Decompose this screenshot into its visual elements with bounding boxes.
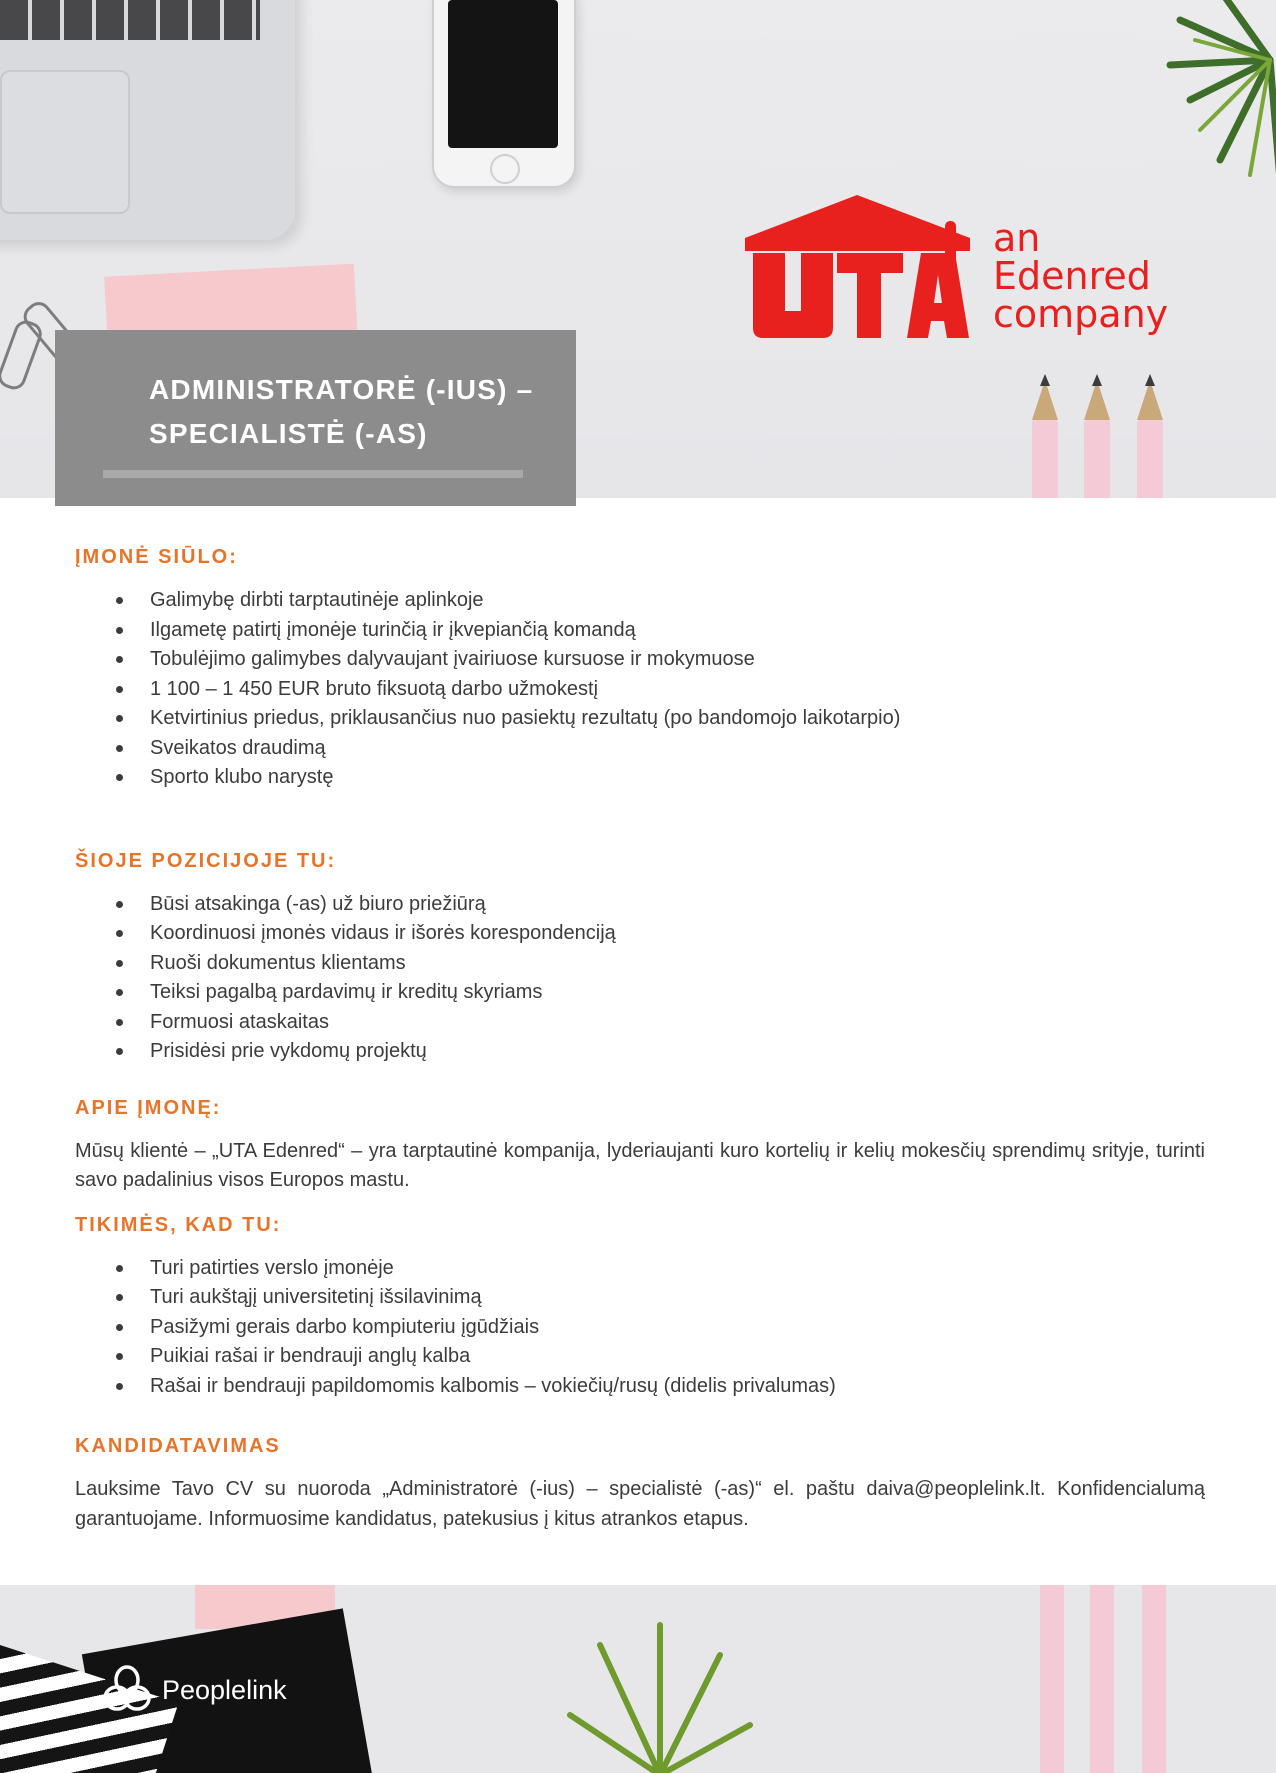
job-title-line: SPECIALISTĖ (-AS)	[149, 418, 428, 449]
peoplelink-logo	[102, 1664, 287, 1716]
list-item: Pasižymi gerais darbo kompiuteriu įgūdžiais	[75, 1313, 1205, 1343]
pencil-image	[1142, 1585, 1166, 1773]
phone-home-button	[490, 154, 520, 184]
logo-tagline-line: an	[993, 216, 1041, 260]
peoplelink-logo-icon	[102, 1664, 152, 1716]
pencil-image	[1032, 420, 1058, 498]
company-logo	[745, 193, 1205, 345]
logo-tagline-line: company	[993, 292, 1169, 336]
job-description	[75, 540, 1205, 1534]
list-item: 1 100 – 1 450 EUR bruto fiksuotą darbo užmokestį	[75, 675, 1205, 705]
uta-logo-icon	[745, 193, 970, 343]
section-heading-about: APIE ĮMONĘ:	[75, 1096, 222, 1119]
laptop-trackpad	[0, 70, 130, 214]
list-item: Būsi atsakinga (-as) už biuro priežiūrą	[75, 890, 1205, 920]
pencil-image	[1090, 1585, 1114, 1773]
list-item: Formuosi ataskaitas	[75, 1008, 1205, 1038]
offer-list	[75, 586, 1205, 793]
laptop-image	[0, 0, 295, 240]
title-underline	[103, 470, 523, 478]
pencil-image	[1137, 420, 1163, 498]
list-item: Teiksi pagalbą pardavimų ir kreditų skyriams	[75, 978, 1205, 1008]
list-item: Turi aukštąjį universitetinį išsilavinimą	[75, 1283, 1205, 1313]
logo-tagline-line: Edenred	[993, 254, 1151, 298]
phone-image	[432, 0, 576, 188]
peoplelink-brand-name: Peoplelink	[162, 1675, 287, 1705]
list-item: Ruoši dokumentus klientams	[75, 949, 1205, 979]
list-item: Rašai ir bendrauji papildomomis kalbomis – vokiečių/rusų (didelis privalumas)	[75, 1372, 1205, 1402]
list-item: Prisidėsi prie vykdomų projektų	[75, 1037, 1205, 1067]
list-item: Tobulėjimo galimybes dalyvaujant įvairiuose kursuose ir mokymuose	[75, 645, 1205, 675]
list-item: Puikiai rašai ir bendrauji anglų kalba	[75, 1342, 1205, 1372]
footer-photo	[0, 1585, 1276, 1773]
section-heading-expect: TIKIMĖS, KAD TU:	[75, 1213, 282, 1236]
plant-icon	[560, 1605, 760, 1773]
plant-icon	[1160, 0, 1276, 190]
list-item: Ketvirtinius priedus, priklausančius nuo pasiektų rezultatų (po bandomojo laikotarpio)	[75, 704, 1205, 734]
pencil-image	[1040, 1585, 1064, 1773]
list-item: Galimybę dirbti tarptautinėje aplinkoje	[75, 586, 1205, 616]
job-title-box	[55, 330, 576, 506]
logo-divider	[945, 221, 956, 321]
phone-screen	[448, 0, 558, 148]
job-title-line: ADMINISTRATORĖ (-IUS) –	[149, 374, 534, 405]
job-title	[149, 368, 569, 456]
expect-list	[75, 1254, 1205, 1402]
logo-tagline	[993, 216, 1169, 336]
list-item: Turi patirties verslo įmonėje	[75, 1254, 1205, 1284]
apply-paragraph: Lauksime Tavo CV su nuoroda „Administratorė (-ius) – specialistė (-as)“ el. paštu daiva@peoplelink.lt. Konfidencialumą garantuojame. Informuosime kandidatus, patekusius į kitus atrankos etapus.	[75, 1478, 1205, 1530]
section-heading-offer: ĮMONĖ SIŪLO:	[75, 546, 238, 568]
section-heading-role: ŠIOJE POZICIJOJE TU:	[75, 849, 337, 872]
pencil-image	[1084, 420, 1110, 498]
list-item: Sveikatos draudimą	[75, 734, 1205, 764]
paperclip-icon	[0, 317, 45, 392]
role-list	[75, 890, 1205, 1067]
list-item: Ilgametę patirtį įmonėje turinčią ir įkvepiančią komandą	[75, 616, 1205, 646]
about-paragraph: Mūsų klientė – „UTA Edenred“ – yra tarptautinė kompanija, lyderiaujanti kuro kortelių ir kelių mokesčių sprendimų srityje, turinti savo padalinius visos Europos mastu.	[75, 1139, 1205, 1191]
list-item: Koordinuosi įmonės vidaus ir išorės korespondenciją	[75, 919, 1205, 949]
list-item: Sporto klubo narystę	[75, 763, 1205, 793]
laptop-keyboard	[0, 0, 260, 40]
section-heading-apply: KANDIDATAVIMAS	[75, 1435, 281, 1457]
